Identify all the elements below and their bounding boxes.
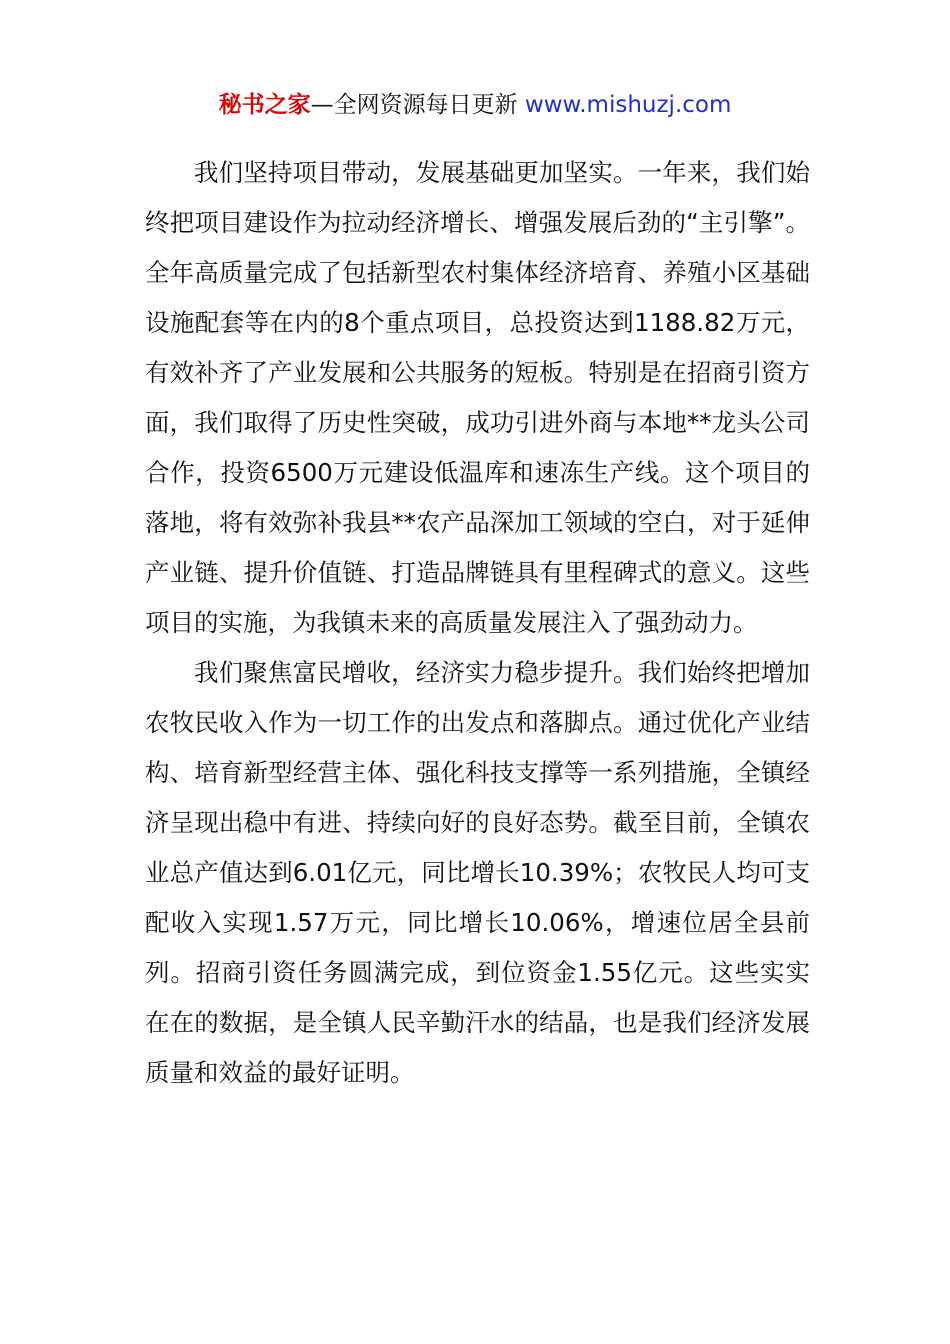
paragraph-project-drive: 我们坚持项目带动，发展基础更加坚实。一年来，我们始终把项目建设作为拉动经济增长、增强发展后劲的“主引擎”。全年高质量完成了包括新型农村集体经济培育、养殖小区基础设施配套等在内的8个重点项目，总投资达到1188.82万元，有效补齐了产业发展和公共服务的短板。特别是在招商引资方面，我们取得了历史性突破，成功引进外商与本地**龙头公司合作，投资6500万元建设低温库和速冻生产线。这个项目的落地，将有效弥补我县**农产品深加工领域的空白，对于延伸产业链、提升价值链、打造品牌链具有里程碑式的意义。这些项目的实施，为我镇未来的高质量发展注入了强劲动力。 — [145, 158, 810, 637]
page-header — [0, 88, 950, 122]
brand-name: 秘书之家 — [218, 92, 311, 118]
header-url[interactable]: www.mishuzj.com — [524, 92, 732, 118]
document-body — [145, 148, 810, 1098]
paragraph-income-growth: 我们聚焦富民增收，经济实力稳步提升。我们始终把增加农牧民收入作为一切工作的出发点和落脚点。通过优化产业结构、培育新型经营主体、强化科技支撑等一系列措施，全镇经济呈现出稳中有进、持续向好的良好态势。截至目前，全镇农业总产值达到6.01亿元，同比增长10.39%；农牧民人均可支配收入实现1.57万元，同比增长10.06%，增速位居全县前列。招商引资任务圆满完成，到位资金1.55亿元。这些实实在在的数据，是全镇人民辛勤汗水的结晶，也是我们经济发展质量和效益的最好证明。 — [145, 658, 810, 1087]
header-tagline: —全网资源每日更新 — [310, 92, 525, 118]
